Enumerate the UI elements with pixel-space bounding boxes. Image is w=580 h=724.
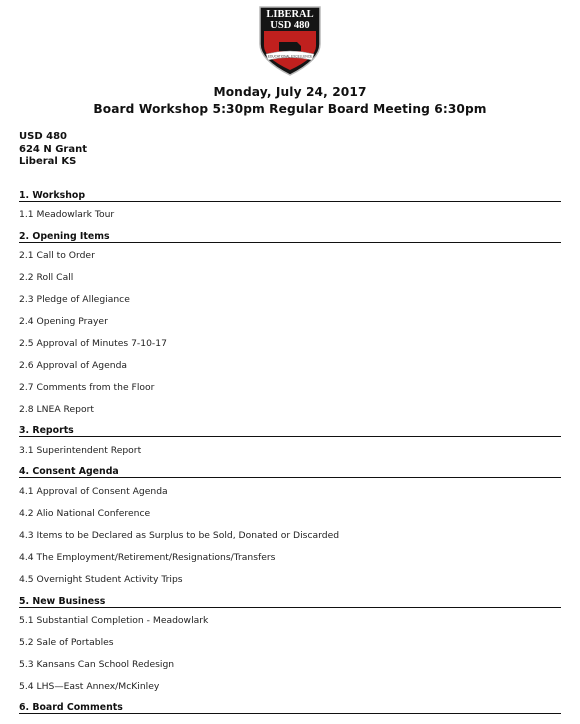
- agenda-item: 1.1 Meadowlark Tour: [19, 209, 115, 220]
- agenda-item: 2.6 Approval of Agenda: [19, 360, 128, 371]
- district-address: [19, 131, 87, 169]
- address-line-2: 624 N Grant: [19, 143, 87, 155]
- logo-text-line1: LIBERAL: [266, 9, 314, 20]
- agenda-item: 2.5 Approval of Minutes 7-10-17: [19, 338, 167, 349]
- agenda-item: 2.4 Opening Prayer: [19, 316, 108, 327]
- agenda-item: 4.4 The Employment/Retirement/Resignations/Transfers: [19, 552, 276, 563]
- agenda-item: 5.1 Substantial Completion - Meadowlark: [19, 615, 209, 626]
- district-logo: [257, 4, 323, 78]
- agenda-item: 2.2 Roll Call: [19, 272, 74, 283]
- address-line-1: USD 480: [19, 131, 67, 142]
- section-heading: 6. Board Comments: [19, 702, 561, 714]
- agenda-item: 2.1 Call to Order: [19, 250, 95, 261]
- logo-text-line2: USD 480: [270, 20, 310, 31]
- address-line-3: Liberal KS: [19, 156, 77, 167]
- agenda-item: 5.3 Kansans Can School Redesign: [19, 659, 175, 670]
- agenda-item: 5.2 Sale of Portables: [19, 637, 114, 648]
- section-heading: 5. New Business: [19, 596, 561, 608]
- agenda-item: 4.3 Items to be Declared as Surplus to be Sold, Donated or Discarded: [19, 530, 340, 541]
- agenda-item: 5.4 LHS—East Annex/McKinley: [19, 681, 160, 692]
- agenda-item: 2.8 LNEA Report: [19, 404, 94, 415]
- meeting-times: Board Workshop 5:30pm Regular Board Meeting 6:30pm: [93, 102, 487, 116]
- agenda-item: 4.1 Approval of Consent Agenda: [19, 486, 168, 497]
- section-heading: 1. Workshop: [19, 190, 561, 202]
- agenda-item: 2.3 Pledge of Allegiance: [19, 294, 130, 305]
- agenda-item: 3.1 Superintendent Report: [19, 445, 142, 456]
- logo-tagline: EDUCATIONAL EXCELLENCE: [267, 54, 313, 59]
- meeting-date: Monday, July 24, 2017: [213, 85, 367, 99]
- agenda-item: 4.2 Alio National Conference: [19, 508, 151, 519]
- section-heading: 3. Reports: [19, 425, 561, 437]
- agenda-item: 2.7 Comments from the Floor: [19, 382, 155, 393]
- document-title: [0, 84, 580, 118]
- section-heading: 4. Consent Agenda: [19, 466, 561, 478]
- section-heading: 2. Opening Items: [19, 231, 561, 243]
- agenda-item: 4.5 Overnight Student Activity Trips: [19, 574, 183, 585]
